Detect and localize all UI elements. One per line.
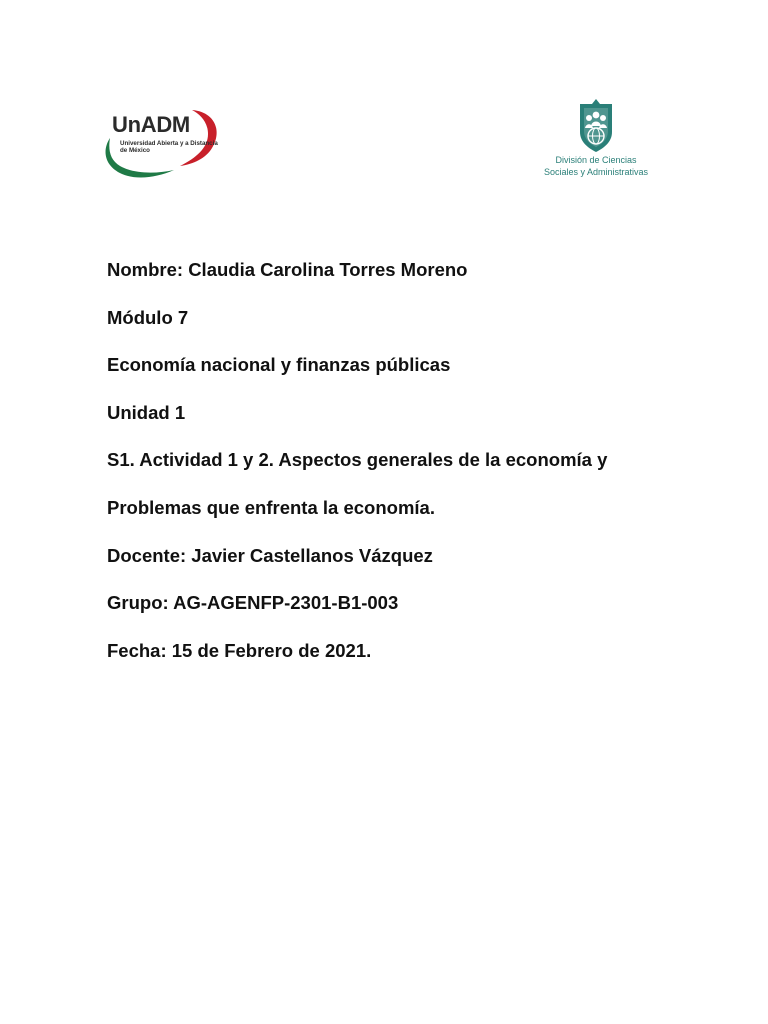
division-emblem-icon	[574, 98, 618, 154]
division-logo	[522, 94, 672, 186]
course-title: Economía nacional y finanzas públicas	[107, 354, 451, 376]
cover-details	[107, 258, 707, 686]
activity-title-line2: Problemas que enfrenta la economía.	[107, 496, 435, 518]
teacher: Docente: Javier Castellanos Vázquez	[107, 544, 433, 566]
unadm-wordmark: UnADM	[112, 112, 190, 137]
student-name: Nombre: Claudia Carolina Torres Moreno	[107, 259, 468, 280]
division-caption	[522, 154, 670, 178]
unit: Unidad 1	[107, 401, 186, 423]
division-caption-line2: Sociales y Administrativas	[543, 167, 649, 177]
group: Grupo: AG-AGENFP-2301-B1-003	[107, 592, 399, 614]
unadm-subtitle: Universidad Abierta y a Distancia de México	[120, 140, 218, 154]
date: Fecha: 15 de Febrero de 2021.	[107, 639, 372, 661]
module: Módulo 7	[107, 306, 189, 328]
unadm-logo	[100, 104, 224, 180]
division-caption-line1: División de Ciencias	[555, 155, 637, 165]
activity-title-line1: S1. Actividad 1 y 2. Aspectos generales de la economía y	[107, 449, 608, 471]
